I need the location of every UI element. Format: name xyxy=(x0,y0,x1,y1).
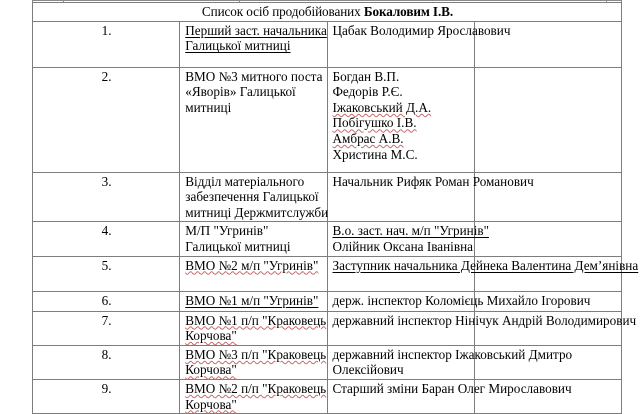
post-line: ВМО №1 п/п "Краковець xyxy=(185,312,327,328)
table-row xyxy=(33,345,622,379)
row-person xyxy=(327,21,511,67)
row-post xyxy=(180,222,327,256)
row-number: 9. xyxy=(33,379,180,413)
person-line: Олексійович xyxy=(332,362,404,378)
row-person xyxy=(327,256,639,291)
table-row xyxy=(33,222,622,256)
person-line: Федорів Р.Є. xyxy=(332,84,403,100)
title-plain-text: Список осіб продобійованих xyxy=(201,4,364,19)
person-line: Іжаковський Д.А. xyxy=(332,99,432,115)
post-line: Корчова" xyxy=(185,396,237,412)
post-line: ВМО №2 п/п "Краковець xyxy=(185,380,327,396)
table-row xyxy=(33,67,622,172)
title-bold-name: Бокаловим І.В. xyxy=(363,4,454,19)
person-line: Начальник Рифяк Роман Романович xyxy=(332,173,534,189)
table-row xyxy=(33,256,622,291)
person-line: Амбрас А.В. xyxy=(332,130,404,146)
person-line: Заступник начальника Дейнека Валентина Дем’янівна xyxy=(332,257,639,273)
row-post xyxy=(180,345,327,379)
post-line: М/П "Угринів" xyxy=(185,223,269,239)
row-post xyxy=(180,256,327,291)
person-line: Цабак Володимир Ярославович xyxy=(332,22,511,38)
row-number: 1. xyxy=(33,21,180,67)
post-line: Відділ матеріального xyxy=(185,173,305,189)
person-line: Побігушко І.В. xyxy=(332,115,417,131)
post-line: Корчова" xyxy=(185,362,237,378)
row-tail xyxy=(474,67,621,172)
row-post xyxy=(180,21,327,67)
row-post xyxy=(180,311,327,345)
person-line: державний інспектор Іжаковський Дмитро xyxy=(332,346,573,362)
row-person xyxy=(327,311,637,345)
post-line: Корчова" xyxy=(185,328,237,344)
table-title-row xyxy=(33,3,622,22)
post-line: ВМО №3 митного поста xyxy=(185,68,323,84)
post-line: ВМО №1 м/п "Угринів" xyxy=(185,292,319,308)
person-line: державний інспектор Нінічук Андрій Володимирович xyxy=(332,312,637,328)
table-row xyxy=(33,379,622,413)
post-line: митниці xyxy=(185,99,232,115)
table-row xyxy=(33,311,622,345)
row-number: 6. xyxy=(33,291,180,311)
row-person xyxy=(327,67,474,172)
row-person xyxy=(327,172,534,222)
row-person xyxy=(327,345,573,379)
row-number: 5. xyxy=(33,256,180,291)
row-number: 8. xyxy=(33,345,180,379)
row-person xyxy=(327,379,572,413)
row-post xyxy=(180,172,327,222)
post-line: забезпечення Галицької xyxy=(185,189,319,205)
row-number: 3. xyxy=(33,172,180,222)
row-post xyxy=(180,67,327,172)
row-person xyxy=(327,222,489,256)
post-line: Галицької митниці xyxy=(185,238,291,254)
row-person xyxy=(327,291,591,311)
table-body xyxy=(33,3,639,414)
post-line: Перший заст. начальника xyxy=(185,22,327,38)
table-row xyxy=(33,291,622,311)
person-line: Богдан В.П. xyxy=(332,68,400,84)
post-line: митниці Держмитслужби xyxy=(185,204,329,220)
person-line: В.о. заст. нач. м/п "Угринів" xyxy=(332,223,489,239)
person-line: Христина М.С. xyxy=(332,146,418,162)
post-line: ВМО №3 п/п "Краковець xyxy=(185,346,327,362)
person-line: Старший зміни Баран Олег Мирославович xyxy=(332,380,572,396)
row-post xyxy=(180,291,327,311)
table-row xyxy=(33,172,622,222)
row-tail xyxy=(474,222,621,256)
table-row xyxy=(33,21,622,67)
post-line: Галицької митниці xyxy=(185,38,291,54)
row-number: 2. xyxy=(33,67,180,172)
person-line: держ. інспектор Коломієць Михайло Ігорович xyxy=(332,292,591,308)
row-number: 7. xyxy=(33,311,180,345)
person-line: Олійник Оксана Іванівна xyxy=(332,238,473,254)
row-post xyxy=(180,379,327,413)
document-title xyxy=(33,3,622,22)
post-line: ВМО №2 м/п "Угринів" xyxy=(185,257,319,273)
persons-table xyxy=(32,2,639,414)
post-line: «Яворів» Галицької xyxy=(185,84,296,100)
row-number: 4. xyxy=(33,222,180,256)
